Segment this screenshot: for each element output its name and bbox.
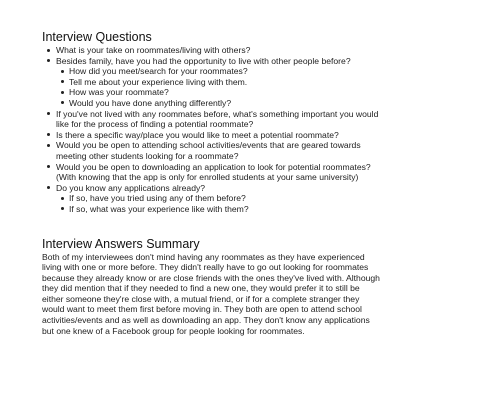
question-text: Is there a specific way/place you would like to meet a potential roommate? [56, 129, 339, 140]
sub-question-item [56, 87, 382, 98]
sub-question-text: Would you have done anything differently? [69, 97, 232, 108]
question-item [42, 130, 382, 141]
question-item [42, 183, 382, 215]
sub-question-item [56, 193, 382, 204]
question-item [42, 162, 382, 183]
question-item [42, 45, 382, 56]
question-text: Besides family, have you had the opportunity to live with other people before? [56, 55, 351, 66]
section-spacer [42, 215, 382, 237]
question-item [42, 56, 382, 109]
sub-question-text: How did you meet/search for your roommates? [69, 66, 248, 77]
questions-list [42, 45, 382, 215]
sub-questions-list [56, 66, 382, 108]
sub-question-text: How was your roommate? [69, 87, 169, 98]
question-item [42, 140, 382, 161]
question-text: If you've not lived with any roommates before, what's something important you would like for the process of finding a potential roommate? [56, 108, 379, 130]
sub-question-item [56, 204, 382, 215]
document-body [42, 30, 382, 336]
sub-question-item [56, 98, 382, 109]
sub-question-text: If so, have you tried using any of them before? [69, 193, 246, 204]
interview-questions-heading: Interview Questions [42, 30, 152, 44]
sub-question-text: If so, what was your experience like with them? [69, 203, 249, 214]
sub-questions-list [56, 193, 382, 214]
question-text: What is your take on roommates/living with others? [56, 45, 251, 55]
answers-summary-paragraph: Both of my interviewees don't mind having any roommates as they have experienced living with one or more before. They didn't really have to go out looking for roommates because they already know or are close friends with the ones they've lived with. Although they did mention that if they needed to find a new one, they would prefer it to still be either someone they're close with, a mutual friend, or if for a complete stranger they would want to meet them first before moving in. They both are open to attend school activities/events and as well as downloading an app. They don't know any applications but one knew of a Facebook group for people looking for roommates. [42, 251, 380, 336]
question-text: Would you be open to attending school activities/events that are geared towards meeting other students looking for a roommate? [56, 140, 361, 161]
question-item [42, 109, 382, 130]
question-text: Do you know any applications already? [56, 182, 206, 193]
question-text: Would you be open to downloading an application to look for potential roommates? (With knowing that the app is only for enrolled students at your same university) [56, 161, 371, 183]
sub-question-item [56, 77, 382, 88]
sub-question-item [56, 66, 382, 77]
sub-question-text: Tell me about your experience living with them. [69, 76, 248, 87]
answers-summary-heading: Interview Answers Summary [42, 236, 200, 251]
